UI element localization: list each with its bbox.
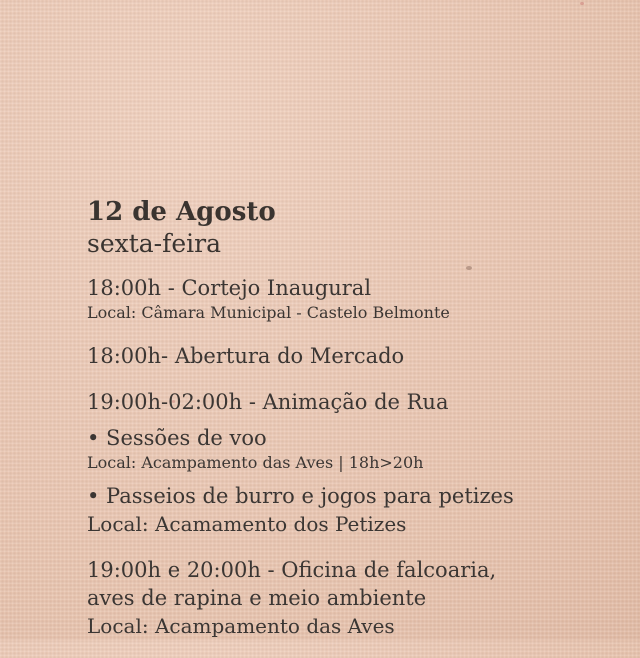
event-location: Local: Câmara Municipal - Castelo Belmonte [87,303,450,322]
event-title: 19:00h e 20:00h - Oficina de falcoaria, [87,558,497,582]
event-schedule [87,196,627,658]
event-item [87,342,627,370]
event-item [87,388,627,416]
event-subitem [87,424,627,474]
paper-speck [580,2,584,5]
event-item [87,556,627,640]
event-item [87,274,627,324]
event-subitem [87,482,627,538]
event-title: • Sessões de voo [87,426,267,450]
event-title: 18:00h- Abertura do Mercado [87,344,405,368]
event-title: 18:00h - Cortejo Inaugural [87,276,372,300]
event-location: Local: Acampamento das Aves | 18h>20h [87,453,424,472]
event-title-continued: aves de rapina e meio ambiente [87,586,427,610]
event-location: Local: Acampamento das Aves [87,614,395,638]
event-title: • Passeios de burro e jogos para petizes [87,484,514,508]
schedule-weekday: sexta-feira [87,229,222,258]
schedule-date: 12 de Agosto [87,197,276,227]
event-location: Local: Acamamento dos Petizes [87,512,407,536]
event-title: 19:00h-02:00h - Animação de Rua [87,390,449,414]
